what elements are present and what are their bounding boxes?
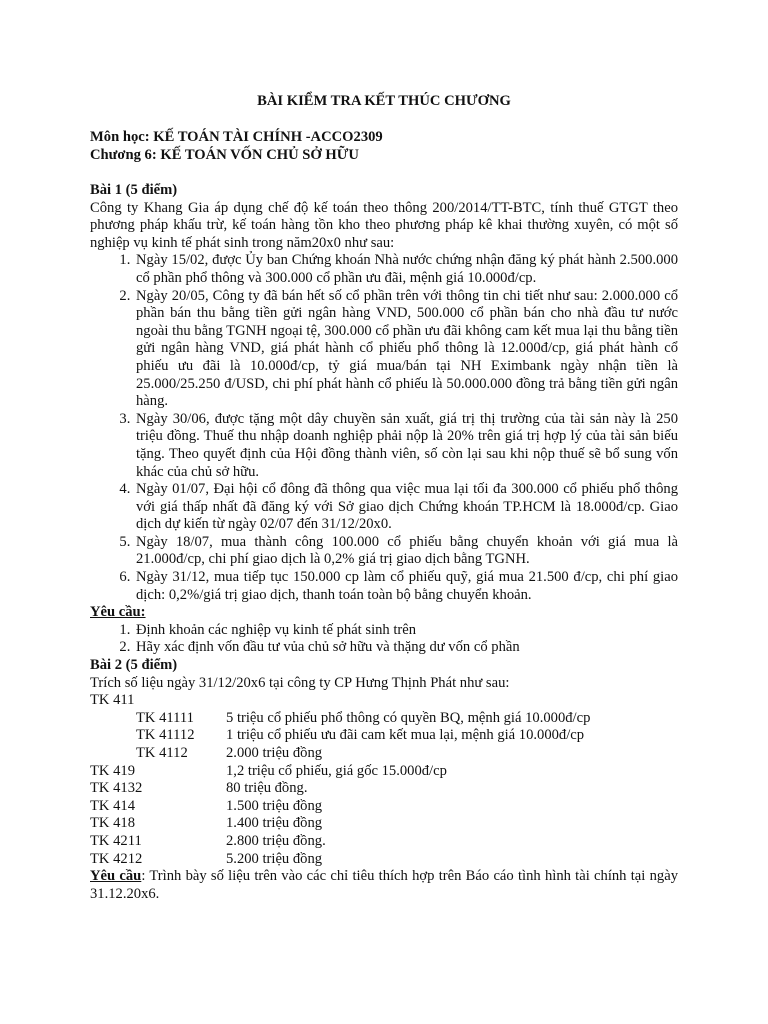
account-row (90, 763, 678, 781)
account-code: TK 418 (90, 815, 135, 832)
account-code: TK 414 (90, 797, 135, 814)
account-description: 80 triệu đồng. (226, 780, 308, 797)
account-row (90, 745, 678, 763)
exercise-1-requirements (90, 622, 678, 657)
account-code: TK 4132 (90, 780, 143, 797)
transaction-item: 5. Ngày 18/07, mua thành công 100.000 cổ phiếu bằng chuyển khoản với giá mua là 21.000đ/cp, chi phí giao dịch là 0,2% giá trị giao dịch bằng TGNH. (134, 534, 678, 569)
account-description: 2.800 triệu đồng. (226, 832, 326, 849)
account-row (90, 833, 678, 851)
exercise-2-requirement-text: : Trình bày số liệu trên vào các chỉ tiêu thích hợp trên Báo cáo tình hình tài chính tại ngày 31.12.20x6. (90, 868, 678, 902)
exercise-2-intro: Trích số liệu ngày 31/12/20x6 tại công ty CP Hưng Thịnh Phát như sau: (90, 674, 510, 691)
account-row (90, 815, 678, 833)
account-row (90, 710, 678, 728)
account-code: TK 419 (90, 762, 135, 779)
account-description: 1,2 triệu cổ phiếu, giá gốc 15.000đ/cp (226, 762, 447, 779)
account-code: TK 4211 (90, 832, 142, 849)
transaction-item: 6. Ngày 31/12, mua tiếp tục 150.000 cp làm cổ phiếu quỹ, giá mua 21.500 đ/cp, chi phí giao dịch: 0,2%/giá trị giao dịch, thanh toán toàn bộ bằng chuyển khoản. (134, 569, 678, 604)
account-row (90, 780, 678, 798)
exercise-1-intro: Công ty Khang Gia áp dụng chế độ kế toán theo thông 200/2014/TT-BTC, tính thuế GTGT theo phương pháp khấu trừ, kế toán hàng tồn kho theo phương pháp kê khai thường xuyên, có một số nghiệp vụ kinh tế phát sinh trong năm20x0 như sau: (90, 199, 678, 251)
exercise-1-transactions (90, 252, 678, 604)
chapter-line: Chương 6: KẾ TOÁN VỐN CHỦ SỞ HỮU (90, 146, 359, 163)
account-description: 5 triệu cổ phiếu phổ thông có quyền BQ, mệnh giá 10.000đ/cp (226, 709, 591, 726)
requirement-item: 2. Hãy xác định vốn đầu tư vủa chủ sở hữu và thặng dư vốn cổ phần (134, 639, 678, 657)
subject-line: Môn học: KẾ TOÁN TÀI CHÍNH -ACCO2309 (90, 129, 383, 145)
account-description: 5.200 triệu đồng (226, 850, 323, 867)
subject-block (90, 129, 678, 164)
account-row (90, 798, 678, 816)
transaction-item: 4. Ngày 01/07, Đại hội cổ đông đã thông qua việc mua lại tối đa 300.000 cổ phiếu phổ thông với giá thấp nhất đã đăng ký với Sở giao dịch Chứng khoán TP.HCM là 18.000đ/cp. Giao dịch dự kiến từ ngày 02/07 đến 31/12/20x0. (134, 481, 678, 534)
transaction-item: 3. Ngày 30/06, được tặng một dây chuyền sản xuất, giá trị thị trường của tài sản này là 250 triệu đồng. Thuế thu nhập doanh nghiệp phải nộp là 20% trên giá trị hợp lý của tài sản biếu tặng. Theo quyết định của Hội đồng thành viên, số còn lại sau khi nộp thuế sẽ bổ sung vốn khác của chủ sở hữu. (134, 411, 678, 481)
transaction-item: 1. Ngày 15/02, được Ủy ban Chứng khoán Nhà nước chứng nhận đăng ký phát hành 2.500.000 cổ phần phổ thông và 300.000 cổ phần ưu đãi, mệnh giá 10.000đ/cp. (134, 252, 678, 287)
exercise-2-requirement-label: Yêu cầu (90, 868, 142, 885)
account-description: 1.500 triệu đồng (226, 797, 323, 814)
transaction-item: 2. Ngày 20/05, Công ty đã bán hết số cổ phần trên với thông tin chi tiết như sau: 2.000.000 cổ phần bán thu bằng tiền gửi ngân hàng VND, 500.000 cổ phần bán cho nhà đầu tư nước ngoài thu bằng TGNH ngoại tệ, 300.000 cổ phần ưu đãi không cam kết mua lại thu bằng tiền gửi ngân hàng VND, giá phát hành cổ phiếu phổ thông là 12.000đ/cp, giá phát hành cổ phiếu ưu đãi là 10.000đ/cp, tỷ giá mua/bán tại NH Eximbank ngày nhận tiền là 25.000/25.250 đ/USD, chi phí phát hành cổ phiếu là 50.000.000 đồng trả bằng tiền gửi ngân hàng. (134, 288, 678, 411)
document-title: BÀI KIỂM TRA KẾT THÚC CHƯƠNG (257, 93, 511, 109)
account-code: TK 4212 (90, 850, 143, 867)
account-header: TK 411 (90, 692, 135, 709)
account-description: 1.400 triệu đồng (226, 815, 323, 832)
exercise-2-requirement (90, 868, 678, 903)
exercise-1-heading: Bài 1 (5 điểm) (90, 182, 178, 198)
account-code: TK 41112 (136, 727, 195, 744)
exercise-1 (90, 182, 678, 903)
account-code: TK 4112 (136, 745, 188, 761)
exercise-1-requirement-label: Yêu cầu: (90, 604, 146, 621)
exercise-2-heading: Bài 2 (5 điểm) (90, 657, 178, 674)
account-description: 1 triệu cổ phiếu ưu đãi cam kết mua lại, mệnh giá 10.000đ/cp (226, 727, 585, 744)
requirement-item: 1. Định khoản các nghiệp vụ kinh tế phát sinh trên (134, 622, 678, 640)
account-description: 2.000 triệu đồng (226, 745, 323, 761)
account-row (90, 851, 678, 869)
account-code: TK 41111 (136, 709, 194, 726)
account-row (90, 727, 678, 745)
